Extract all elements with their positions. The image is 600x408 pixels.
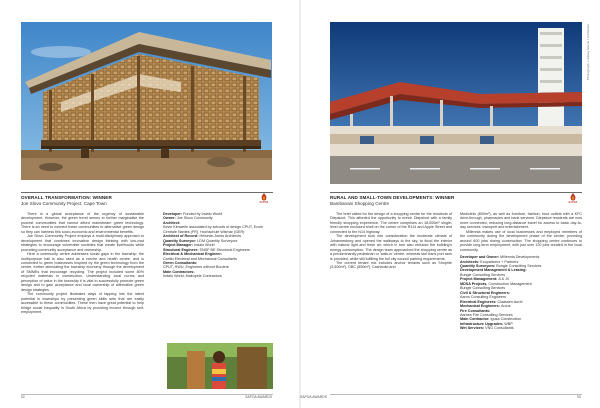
page-number-left: 92	[21, 395, 25, 399]
paragraph: Mediclinic (600m²), as well as furniture, fashion, food outlets with a KFC drive-through, pharmacies and bank services. Diepsloot residents are now more connected, reducing long-distance travel for access to basic day-to-day services, transport and entertainment.	[460, 212, 582, 230]
page-number-right: 93	[577, 395, 581, 399]
credit-line: Mechanical Engineers: Arcus	[460, 304, 511, 309]
flame-icon	[260, 193, 268, 201]
right-body-column-2	[460, 212, 582, 331]
credit-line: Quantity Surveyors: Bungle Consulting Services	[460, 263, 542, 268]
credit-line: Aarnes Fire Consulting Services	[460, 312, 513, 317]
gutter	[299, 0, 301, 408]
award-heading-left: OVERALL TRANSFORMATION: WINNER	[21, 195, 112, 200]
footer-rule-right	[330, 394, 582, 395]
credit-line: Carlito Electrical and Mechanical Consultants	[163, 256, 237, 261]
credit-line: Owner: Joe Slovo Community	[163, 216, 213, 221]
flame-icon	[569, 193, 577, 201]
community-member-photo	[167, 343, 273, 389]
paragraph: The brief called for the design of a shopping centre for the residents of Diepsloot. This afforded the opportunity to enrich Diepsloot with a family friendly shopping experience. The centre comprises an 18,000m² single-level centre enclosed shell on the corner of the R114 and Apple Street and connected to the N14 highway.	[330, 212, 452, 234]
credit-line: MDSA Projects, Construction Management	[460, 281, 532, 286]
credit-line: Main Contractor: Igusa Construction	[460, 317, 522, 322]
credit-line: Structural Engineer: SNDF BE Structural Engineers	[163, 247, 250, 252]
paragraph: The community project illustrates ways of tapping into the latent potential in townships by presenting green skills sets that are easily accessible to these communities. These then have great potential to help bridge social inequality in South Africa by providing income through self-employment.	[21, 292, 144, 314]
paragraph: Here a community centre addresses social gaps in the township: the multipurpose hall is also used as a creche and health centre, and is connected to green businesses inspired by the green technology from the centre, further stimulating the township economy through the development of SMMEs that encourage recycling. The project included some 80% recycled materials in construction. Understanding local norms and perception of value in the township it is vital to successfully promote green design and to gain acceptance and local ownership of alternative green design strategies.	[21, 252, 144, 292]
credit-line: Architect of Record: Helsede-Jones Architects	[163, 234, 242, 239]
credit-line: Kevin Kimwelle associated by schools of design CPUT, Ecole Centrale Nantes (FR), Hochschule Wismar (GER)	[163, 225, 264, 234]
left-body-column-1	[21, 212, 144, 314]
credit-line: Developer and Owner: Millennia Developments	[460, 255, 540, 260]
running-footer-right: SAPOA AWARDS	[300, 395, 327, 399]
section-rule-right	[330, 192, 582, 193]
sapoa-logo-text-right: SAPOA	[568, 201, 578, 204]
paragraph: Joe Slovo Community Project employs a multi-disciplinary approach to development that combines innovative design thinking with low-cost strategies to encourage vulnerable societies that create livelihoods while promoting community acceptance and ownership.	[21, 234, 144, 252]
credit-line: Developer: Funded by Indalo World	[163, 212, 223, 216]
credit-line: Electrical Engineers: Claassen Auret	[460, 299, 523, 304]
credit-line: Project Management: A & JV	[460, 277, 510, 282]
credit-line: Quantity Surveyor: LDM Quantity Surveyors	[163, 238, 238, 243]
credit-line: Architects: Ecopartners + Partners	[460, 259, 519, 264]
credit-line: Project Manager: Indalo World	[163, 243, 215, 248]
running-footer-left: SAPOA AWARDS	[245, 395, 272, 399]
left-credits-column	[163, 212, 273, 279]
paragraph: The current tenant mix includes anchor tenants such as Shoprite (3,500m²), OBC (850m²), Cashbuild and	[330, 260, 452, 270]
photo-credit: Photograph: Lindsay Morris / Architects	[586, 24, 590, 81]
project-name-left: Joe Slovo Community Project, Cape Town	[21, 201, 107, 206]
footer-rule-left	[21, 394, 273, 395]
sapoa-logo-right	[564, 193, 582, 205]
credit-line: Bungle Consulting Services	[460, 272, 506, 277]
sapoa-logo-left	[255, 193, 273, 205]
award-heading-right: RURAL AND SMALL-TOWN DEVELOPMENTS: WINNER	[330, 195, 455, 200]
credit-line: Green Consultants:	[163, 260, 198, 265]
credit-line: Fire Consultants:	[460, 308, 491, 313]
credit-line: Architect:	[163, 220, 181, 225]
credit-line: Wet Services: VNG Consultants	[460, 326, 514, 331]
paragraph: The development took into consideration the moderate climate of Johannesburg and opened the walkways to the sky, to flood the interior with natural light and fresh air, which in turn also reduced the building's energy consumption. The design team approached the shopping centre as a predominantly pedestrian or 'walk-in' centre, whereas taxi trans port rank is provided, while still fulfilling the full city council parking requirements.	[330, 234, 452, 261]
credit-line: Infrastructure Upgrades: WBP	[460, 321, 513, 326]
credit-line: Development Management & Leasing:	[460, 268, 527, 273]
credit-line: CPUT, HWU, Engineers without Borders	[163, 265, 229, 270]
paragraph: Millennia makes use of local businesses and employed members of the community during the development phase of the centre, providing around 600 jobs during construction. The shopping centre continues to provide long-term employment, with just over 120 jobs created in the local community.	[460, 229, 582, 252]
credit-line: Main Contractors:	[163, 269, 195, 274]
joe-slovo-building-photo	[21, 22, 272, 180]
credit-line: Aaron Consulting Engineers	[460, 295, 506, 300]
credit-line: Civil & Structural Engineers:	[460, 290, 510, 295]
credit-line: Bungle Consulting Services	[460, 286, 506, 291]
credit-line: Electrical & Mechanical Engineer:	[163, 252, 223, 257]
bambanani-centre-photo	[330, 22, 582, 184]
sapoa-logo-text-left: SAPOA	[259, 201, 269, 204]
right-body-column-1	[330, 212, 452, 270]
section-rule-left	[21, 192, 273, 193]
credit-line: Indalo World, Makupele Contractors	[163, 274, 222, 279]
project-name-right: Bambanani Shopping Centre	[330, 201, 389, 206]
paragraph: There is a global acceptance of the urgency of sustainable development. However, the green trend seems to further marginalise the poorest communities that cannot afford mainstream green technology. There is an need to connect these communities to alternative green design so they can harness this socio-economic and environmental benefits.	[21, 212, 144, 234]
